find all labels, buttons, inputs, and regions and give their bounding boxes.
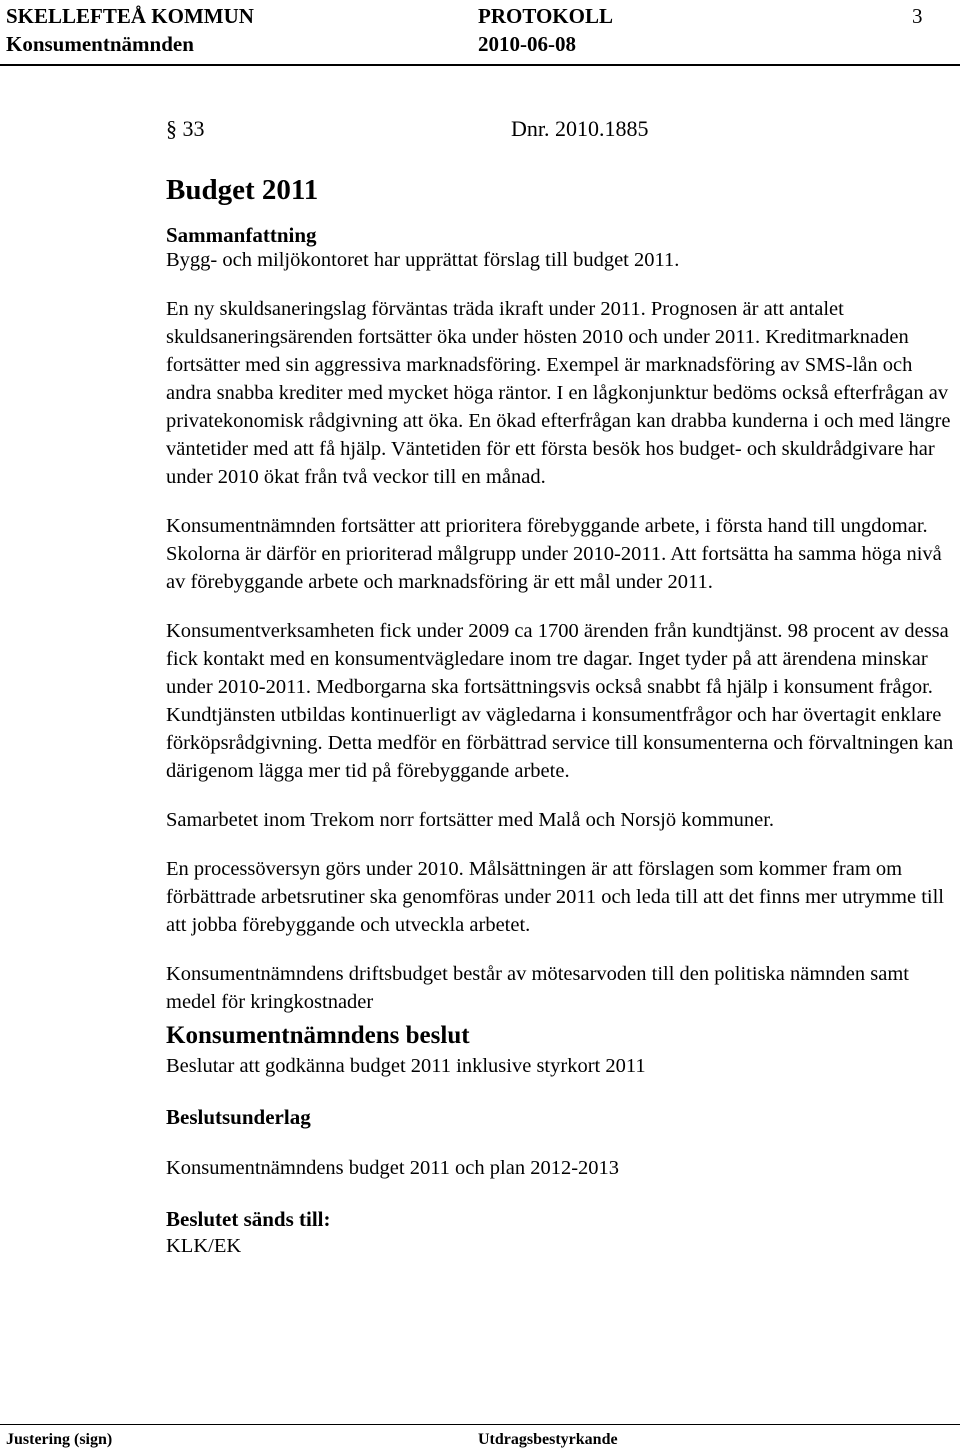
basis-text: Konsumentnämndens budget 2011 och plan 2012-2013 — [166, 1157, 620, 1179]
sent-to-heading: Beslutet sänds till: — [166, 1207, 331, 1231]
footer-justering: Justering (sign) — [6, 1431, 113, 1448]
summary-paragraph-5: Samarbetet inom Trekom norr fortsätter med Malå och Norsjö kommuner. — [166, 809, 775, 831]
sent-to-recipient: KLK/EK — [166, 1235, 242, 1257]
org-name: SKELLEFTEÅ KOMMUN — [6, 4, 254, 28]
summary-paragraph-7: Konsumentnämndens driftsbudget består av mötesarvoden till den politiska nämnden samt medel för kringkostnader — [166, 963, 909, 1013]
summary-paragraph-2: En ny skuldsaneringslag förväntas träda ikraft under 2011. Prognosen är att antalet skuldsaneringsärenden fortsätter öka under hösten 2010 och under 2011. Kreditmarknaden fortsätter med sin aggressiva marknadsföring. Exempel är marknadsföring av SMS-lån och andra snabba krediter med mycket höga räntor. I en lågkonjunktur bedöms också efterfrågan av privatekonomisk rådgivning att öka. En ökad efterfrågan kan drabba kunderna i och med längre väntetider med att få hjälp. Väntetiden för ett första besök hos budget- och skuldrådgivare har under 2010 ökat från två veckor till en månad. — [166, 298, 951, 488]
decision-text: Beslutar att godkänna budget 2011 inklusive styrkort 2011 — [166, 1055, 646, 1077]
section-number: § 33 — [166, 116, 205, 141]
summary-paragraph-4: Konsumentverksamheten fick under 2009 ca 1700 ärenden från kundtjänst. 98 procent av dessa fick kontakt med en konsumentvägledare inom tre dagar. Inget tyder på att ärendena minskar under 2010-2011. Medborgarna ska fortsättningsvis också snabbt få hjälp i konsument frågor. Kundtjänsten utbildas kontinuerligt av vägledarna i konsumentfrågor och har övertagit enklare förköpsrådgivning. Detta medför en förbättrad service till konsumenterna och förvaltningen kan därigenom lägga mer tid på förebyggande arbete. — [166, 620, 954, 782]
basis-heading: Beslutsunderlag — [166, 1105, 311, 1129]
summary-paragraph-1: Bygg- och miljökontoret har upprättat förslag till budget 2011. — [166, 249, 680, 271]
section-reference — [166, 114, 956, 144]
page-number: 3 — [912, 4, 923, 28]
section-title: Budget 2011 — [166, 174, 319, 206]
diary-number: Dnr. 2010.1885 — [511, 116, 649, 141]
summary-paragraph-6: En processöversyn görs under 2010. Målsättningen är att förslagen som kommer fram om förbättrade arbetsrutiner ska genomföras under 2011 och leda till att det finns mer utrymme till att jobba förebyggande och utveckla arbetet. — [166, 858, 944, 936]
meeting-date: 2010-06-08 — [478, 32, 576, 56]
footer-utdragsbestyrkande: Utdragsbestyrkande — [478, 1431, 618, 1448]
doc-type: PROTOKOLL — [478, 4, 613, 28]
summary-paragraph-3: Konsumentnämnden fortsätter att prioritera förebyggande arbete, i första hand till ungdomar. Skolorna är därför en prioriterad målgrupp under 2010-2011. Att fortsätta ha samma höga nivå av förebyggande arbete och marknadsföring är ett mål under 2011. — [166, 515, 942, 593]
committee-name: Konsumentnämnden — [6, 32, 194, 56]
header-divider — [0, 64, 960, 66]
footer-divider — [0, 1424, 960, 1425]
summary-heading: Sammanfattning — [166, 223, 317, 247]
decision-heading: Konsumentnämndens beslut — [166, 1022, 470, 1049]
protocol-body — [166, 114, 956, 1260]
